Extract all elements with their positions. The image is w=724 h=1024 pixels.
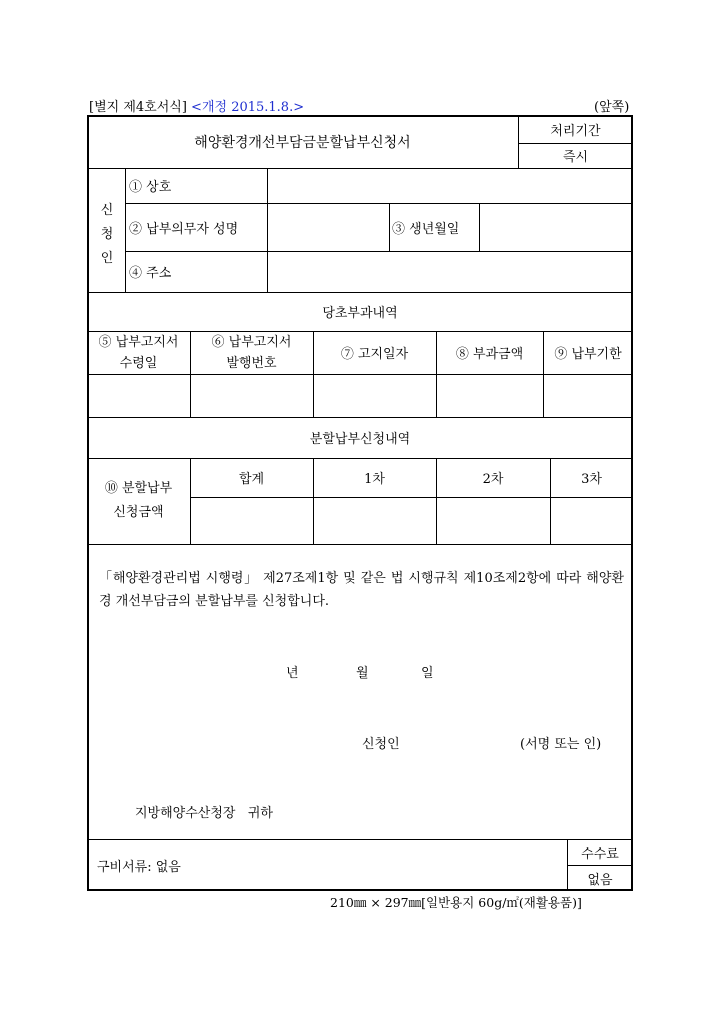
business-name-input[interactable] [268,169,631,203]
paper-spec: 210㎜ × 297㎜[일반용지 60g/㎡(재활용품)] [330,895,582,910]
birthdate-label: ③ 생년월일 [392,221,460,237]
form-title: 해양환경개선부담금분할납부신청서 [194,134,411,151]
form-number-header [89,96,304,115]
processing-period-value: 즉시 [562,150,589,165]
notice-number-line1: ⑥ 납부고지서 [211,334,292,350]
notice-number-header [190,331,313,374]
payer-name-label: ② 납부의무자 성명 [129,221,239,237]
third-installment-input[interactable] [551,498,631,544]
installment-amount-line2: 신청금액 [113,505,164,520]
required-documents: 구비서류: 없음 [97,859,181,875]
page-side-label: (앞쪽) [594,100,630,115]
applicant-section-char-3: 인 [100,251,114,266]
form-number: [별지 제4호서식] [89,100,187,115]
revision-date: <개정 2015.1.8.> [191,100,305,115]
installment-amount-label [87,458,190,544]
installment-heading: 분할납부신청내역 [309,432,411,447]
payer-name-input[interactable] [268,204,389,251]
applicant-section-char-1: 신 [100,203,114,218]
notice-number-input[interactable] [191,375,313,417]
address-label: ④ 주소 [129,266,172,281]
notice-receipt-date-input[interactable] [89,375,190,417]
notice-receipt-date-line1: ⑤ 납부고지서 [98,334,179,350]
original-levy-heading: 당초부과내역 [322,306,398,321]
processing-period-label: 처리기간 [550,123,601,139]
total-amount-input[interactable] [191,498,313,544]
declaration-text: 「해양환경관리법 시행령」 제27조제1항 및 같은 법 시행규칙 제10조제2항에 따라 해양환경 개선부담금의 분할납부를 신청합니다. [99,571,624,609]
due-date-header: ⑨ 납부기한 [554,347,622,362]
second-installment-input[interactable] [437,498,550,544]
address-input[interactable] [268,252,631,292]
applicant-section-char-2: 청 [100,227,114,242]
notice-number-line2: 발행번호 [226,355,277,371]
total-header: 합계 [238,472,265,487]
third-installment-header: 3차 [581,472,602,487]
notice-date-header: ⑦ 고지일자 [340,347,409,362]
due-date-input[interactable] [544,375,631,417]
date-day-label: 일 [421,666,434,681]
levy-amount-header: ⑧ 부과금액 [455,347,524,362]
honorific: 귀하 [247,806,273,821]
fee-value: 없음 [587,872,613,888]
date-year-label: 년 [286,666,299,681]
levy-amount-input[interactable] [437,375,543,417]
signature-label[interactable]: (서명 또는 인) [520,737,602,752]
application-form [87,115,633,891]
date-month-label: 월 [356,666,369,681]
applicant-signer-label: 신청인 [362,737,400,752]
business-name-label: ① 상호 [129,180,172,195]
notice-receipt-date-header [87,331,190,374]
fee-label: 수수료 [581,846,619,862]
second-installment-header: 2차 [482,472,504,487]
notice-receipt-date-line2: 수령일 [119,355,158,371]
installment-amount-line1: ⑩ 분할납부 [104,481,173,496]
first-installment-input[interactable] [314,498,436,544]
addressee: 지방해양수산청장 [135,806,236,821]
addressee-line [135,802,273,821]
notice-date-input[interactable] [314,375,436,417]
first-installment-header: 1차 [364,472,385,487]
birthdate-input[interactable] [480,204,631,251]
